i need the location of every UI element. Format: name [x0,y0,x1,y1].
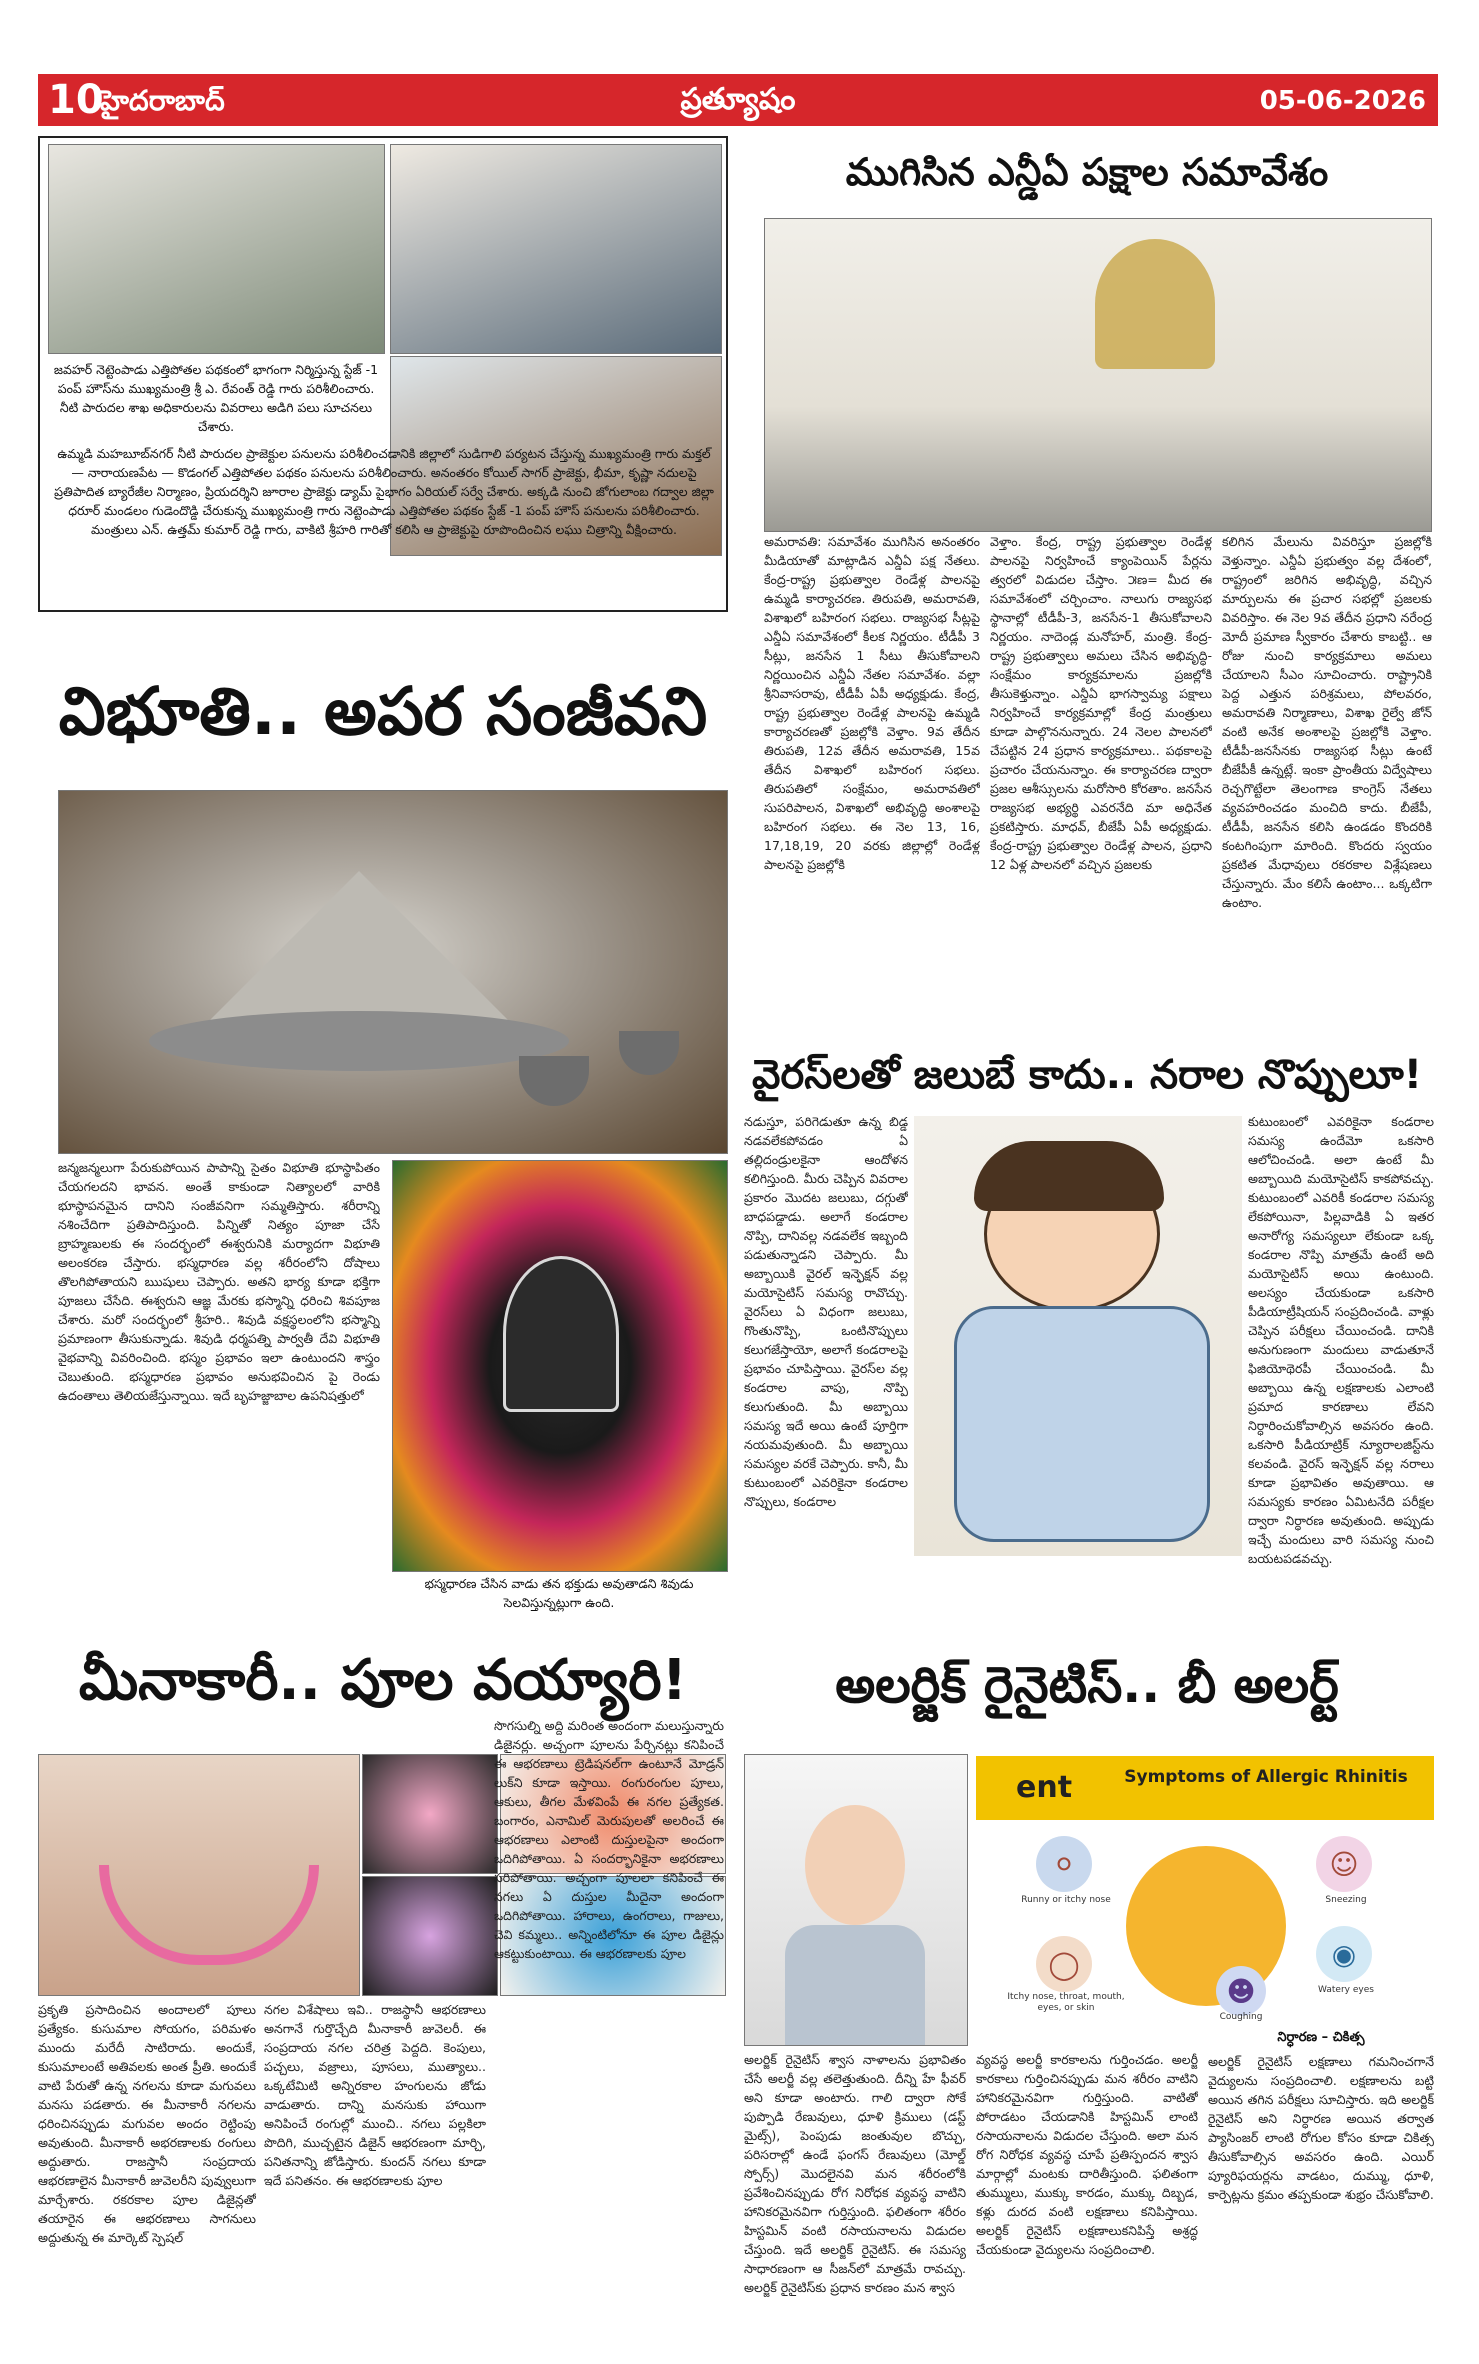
ash-mound-icon [209,871,509,1021]
page-number: 10 [48,77,104,123]
nda-column-1: అమరావతి: సమావేశం ముగిసిన అనంతరం మీడియాతో మాట్లాడిన ఎన్డీఏ పక్ష నేతలు. కేంద్ర-రాష్ట్ర ప్రభుత్వాల రెండేళ్ల పాలనపై ఉమ్మడి కార్యాచరణ. తిరుపతి, అమరావతి, విశాఖలో బహిరంగ సభలు. రాజ్యసభ సీట్లపై ఎన్డీఏ సమావేశంలో కీలక నిర్ణయం. టీడీపీ 3 సీట్లు, జనసేన 1 సీటు తీసుకోవాలని నిర్ణయించిన ఎన్డీఏ నేతల సమావేశం. వల్లా శ్రీనివాసరావు, టీడీపీ ఏపీ అధ్యక్షుడు. కేంద్ర, రాష్ట్ర ప్రభుత్వాల రెండేళ్ల పాలనపై ఉమ్మడి కార్యాచరణతో ప్రజల్లోకి వెళ్తాం. 9వ తేదీన తిరుపతి, 12వ తేదీన అమరావతి, 15వ తేదీన విశాఖలో బహిరంగ సభలు. తిరుపతిలో సంక్షేమం, అమరావతిలో సుపరిపాలన, విశాఖలో అభివృద్ధి అంశాలపై బహిరంగ సభలు. ఈ నెల 13, 16, 17,18,19, 20 వరకు జిల్లాల్లో రెండేళ్ల పాలనపై ప్రజల్లోకి [764,534,980,872]
virus-column-2: కుటుంబంలో ఎవరికైనా కండరాల సమస్య ఉందేమో ఒకసారి ఆలోచించండి. అలా ఉంటే మీ అబ్బాయిది మయోసైటిస్ కాకపోవచ్చు. కుటుంబంలో ఎవరికీ కండరాల సమస్య లేకపోయినా, పిల్లవాడికి ఏ ఇతర అనారోగ్య సమస్యలూ లేకుండా ఒక్క కండరాల నొప్పి మాత్రమే ఉంటే అది మయోసైటిస్ అయి ఉంటుంది. అలస్యం చేయకుండా ఒకసారి పీడియాట్రీషియన్ సంప్రదించండి. వాళ్లు చెప్పిన పరీక్షలు చేయించండి. దానికి అనుగుణంగా మందులు వాడుతూనే ఫిజియోథెరపీ చేయించండి. మీ అబ్బాయి ఉన్న లక్షణాలకు ఎలాంటి ప్రమాద కారణాలు లేవని నిర్ధారించుకోవాల్సిన అవసరం ఉంది. ఒకసారి పీడియాట్రిక్ న్యూరాలజిస్ట్‌ను కలవండి. వైరస్ ఇన్ఫెక్షన్ వల్ల నరాలు కూడా ప్రభావితం అవుతాయి. ఆ సమస్యకు కారణం ఏమిటనేది పరీక్షల ద్వారా నిర్ధారణ అవుతుంది. అప్పుడు ఇచ్చే మందులు వారి సమస్య నుంచి బయటపడవచ్చు. [1248,1114,1434,1566]
photo-cm-inspection-2 [390,144,722,354]
illustration-sick-child [914,1116,1242,1556]
linga-icon [503,1256,619,1412]
nda-column-3: కలిగిన మేలును వివరిస్తూ ప్రజల్లోకి వెళ్తున్నాం. ఎన్డీఏ ప్రభుత్వం వల్ల దేశంలో, రాష్ట్రంలో జరిగిన అభివృద్ధి, వచ్చిన మార్పులను ఈ ప్రచార సభల్లో ప్రజలకు వివరిస్తాం. ఈ నెల 9వ తేదీన ప్రధాని నరేంద్ర మోదీ ప్రమాణ స్వీకారం చేశారు కాబట్టి.. ఆ రోజు నుంచి కార్యక్రమాలు అమలు చేయాలని సీఎం సూచించారు. రాష్ట్రానికి పెద్ద ఎత్తున పరిశ్రమలు, పోలవరం, అమరావతి నిర్మాణాలు, విశాఖ రైల్వే జోన్ వంటి అనేక అంశాలపై ప్రజల్లోకి వెళ్తాం. టీడీపీ-జనసేనకు రాజ్యసభ సీట్లు ఉంటే బీజేపీకీ ఉన్నట్లే. ఇంకా ప్రాంతీయ విద్వేషాలు రెచ్చగొట్టేలా తెలంగాణ కాంగ్రెస్ నేతలు వ్యవహరించడం మంచిది కాదు. బీజేపీ, టీడీపీ, జనసేన కలిసి ఉండడం కొందరికి కంటగింపుగా మారింది. కొందరు స్వయం ప్రకటిత మేధావులు రకరకాల విశ్లేషణలు చేస్తున్నారు. మేం కలిసే ఉంటాం... ఒక్కటిగా ఉంటాం. [1222,534,1432,910]
nda-column-2: వెళ్తాం. కేంద్ర, రాష్ట్ర ప్రభుత్వాల రెండేళ్ల పాలనపై నిర్వహించే క్యాంపెయిన్ పేర్లను త్వరలో విడుదల చేస్తాం. ౫ణ= మీద ఈ సమావేశంలో చర్చించాం. నాలుగు రాజ్యసభ స్థానాల్లో టీడీపీ-3, జనసేన-1 తీసుకోవాలని నిర్ణయం. నాదెండ్ల మనోహర్, మంత్రి. కేంద్ర-రాష్ట్ర ప్రభుత్వాలు అమలు చేసిన అభివృద్ధి-సంక్షేమం కార్యక్రమాలను ప్రజల్లోకి తీసుకెళ్తున్నాం. ఎన్డీఏ భాగస్వామ్య పక్షాలు నిర్వహించే కార్యక్రమాల్లో కేంద్ర మంత్రులు కూడా పాల్గొననున్నారు. 24 నెలల పాలనలో చేపట్టిన 24 ప్రధాన కార్యక్రమాలు.. పథకాలపై ప్రచారం చేయనున్నాం. ఈ కార్యాచరణ ద్వారా ప్రజల ఆశీస్సులను మరోసారి కోరతాం. జనసేన రాజ్యసభ అభ్యర్థి ఎవరనేది మా అధినేత ప్రకటిస్తారు. మాధవ్, బీజేపీ ఏపీ అధ్యక్షుడు. కేంద్ర-రాష్ట్ర ప్రభుత్వాల రెండేళ్ల పాలన, ప్రధాని 12 ఏళ్ల పాలనలో వచ్చిన ప్రజలకు [990,534,1212,872]
graphic-title: Symptoms of Allergic Rhinitis [1124,1767,1408,1787]
photo-shivalinga [392,1160,728,1572]
sneeze-icon: ☺ [1316,1836,1372,1892]
nda-headline: ముగిసిన ఎన్డీఏ పక్షాల సమావేశం [845,150,1329,194]
meenakari-column-3: సొగసుల్ని అద్ది మరింత అందంగా మలుస్తున్నారు డిజైనర్లు. అచ్చంగా పూలను పేర్చినట్లు కనిపించే ఈ ఆభరణాలు ట్రెడిషనల్‌గా ఉంటూనే మోడ్రన్ లుక్‌ని కూడా ఇస్తాయి. రంగురంగుల పూలు, ఆకులు, తీగల మేళవింపే ఈ నగల ప్రత్యేకత. బంగారం, ఎనామిల్ మెరుపులతో అలరించే ఈ ఆభరణాలు ఎలాంటి దుస్తులపైనా అందంగా ఒదిగిపోతాయి. ఏ సందర్భానికైనా అభరణాలు సరిపోతాయి. అచ్చంగా పూలలా కనిపించే ఈ నగలు ఏ దుస్తుల మీదైనా అందంగా ఒదిగిపోతాయి. హారాలు, ఉంగరాలు, గాజులు, చెవి కమ్మలు.. అన్నింటిలోనూ ఈ పూల డిజైన్లు ఆకట్టుకుంటాయి. ఈ ఆభరణాలకు పూల [494,1718,724,1961]
project-story-body: ఉమ్మడి మహబూబ్‌నగర్ నీటి పారుదల ప్రాజెక్టుల పనులను పరిశీలించడానికి జిల్లాలో సుడిగాలి పర్యటన చేస్తున్న ముఖ్యమంత్రి గారు మక్తల్ — నారాయణపేట — కొడంగల్ ఎత్తిపోతల పథకం పనులను పరిశీలించారు. అనంతరం కోయిల్ సాగర్ ప్రాజెక్టు, భీమా, కృష్ణా నదులపై ప్రతిపాదిత బ్యారేజీల నిర్మాణం, ప్రియదర్శిని జూరాల ప్రాజెక్టు డ్యామ్ పైభాగం ఏరియల్ సర్వే చేశారు. అక్కడి నుంచి జోగులాంబ గద్వాల జిల్లా ధరూర్ మండలం గుడెందొడ్డి చేరుకున్న ముఖ్యమంత్రి గారు నెట్టెంపాడు ఎత్తిపోతల పథకం స్టేజ్ -1 పంప్ హౌస్ పనులను పరిశీలించారు. మంత్రులు ఎన్. ఉత్తమ్ కుమార్ రెడ్డి గారు, వాకిటి శ్రీహరి గారితో కలిసి ఆ ప్రాజెక్టుపై రూపొందించిన లఘు చిత్రాన్ని వీక్షించారు. [54,446,714,537]
ent-logo: ent [1016,1770,1073,1805]
project-photo-story [38,136,728,612]
cough-icon: ☻ [1216,1966,1266,2016]
lamp-icon [619,1031,679,1075]
symptom-label-sneezing: Sneezing [1325,1895,1367,1905]
issue-date: 05-06-2026 [1259,86,1426,116]
photo-caption: జవహర్ నెట్టెంపాడు ఎత్తిపోతల పథకంలో భాగంగా నిర్మిస్తున్న స్టేజ్ -1 పంప్ హౌస్‌ను ముఖ్యమంత్రి శ్రీ ఎ. రేవంత్ రెడ్డి గారు పరిశీలించారు. నీటి పారుదల శాఖ అధికారులను వివరాలు అడిగి పలు సూచనలు చేశారు. [53,362,379,434]
photo-jewel-set [362,1754,498,1874]
tree-sculpture-icon [1095,239,1215,369]
woman-sweater-icon [785,1925,925,2045]
photo-cm-inspection-1 [48,144,385,354]
meenakari-headline: మీనాకారీ.. పూల వయ్యారి! [78,1648,688,1713]
virus-column-1: నడుస్తూ, పరిగెడుతూ ఉన్న బిడ్డ నడవలేకపోవడం ఏ తల్లిదండ్రులకైనా ఆందోళన కలిగిస్తుంది. మీరు చెప్పిన వివరాల ప్రకారం మొదట జలుబు, దగ్గుతో బాధపడ్డాడు. అలాగే కండరాల నొప్పి, దానివల్ల నడవలేక ఇబ్బంది పడుతున్నాడని చెప్పారు. మీ అబ్బాయికి వైరల్ ఇన్ఫెక్షన్ వల్ల మయోసైటిస్ సమస్య రావొచ్చు. వైరస్‌లు ఏ విధంగా జలుబు, గొంతునొప్పి, ఒంటినొప్పులు కలుగజేస్తాయో, అలాగే కండరాలపై ప్రభావం చూపిస్తాయి. వైరస్‌ల వల్ల కండరాల వాపు, నొప్పి కలుగుతుంది. మీ అబ్బాయి సమస్య ఇదే అయి ఉంటే పూర్తిగా నయమవుతుంది. మీ అబ్బాయి సమస్యల వరకే చెప్పారు. కానీ, మీ కుటుంబంలో ఎవరికైనా కండరాల నొప్పులు, కండరాల [744,1114,908,1509]
edition-city: హైదరాబాద్ [100,84,225,117]
masthead: ప్రత్యూషం [680,82,796,117]
vibhuti-headline: విభూతి.. అపర సంజీవని [58,673,708,750]
photo-nda-meeting [764,218,1432,532]
symptom-label-watery-eyes: Watery eyes [1318,1985,1374,1995]
vibhuti-column-1: జన్మజన్మలుగా పేరుకుపోయిన పాపాన్ని సైతం విభూతి భూస్థాపితం చేయగలదని భావన. అంతే కాకుండా నిత్యాలలో వారికి భూస్థాపనమైన దానిని సంజీవనిగా సమ్మతిస్తారు. శరీరాన్ని నశించేదిగా ప్రతిపాదిస్తుంది. పిన్నితో నిత్యం పూజా చేసే బ్రాహ్మణులకు ఈ సందర్భంలో ఈశ్వరునికి మర్యాదగా విభూతి అలంకరణ చేస్తారు. భస్మధారణ వల్ల శరీరంలోని దోషాలు తొలగిపోతాయని ఋషులు చెప్పారు. అతని భార్య కూడా భక్తిగా పూజలు చేసేది. ఈశ్వరుని ఆజ్ఞ మేరకు భస్మాన్ని ధరించి శివపూజ చేశారు. మరో సందర్భంలో శ్రీహరి.. శివుడి వక్షస్థలంలోని భస్మాన్ని ప్రమాణంగా తీసుకున్నాడు. శివుడి ధర్మపత్ని పార్వతీ దేవి విభూతి వైభవాన్ని వివరించింది. భస్మం ప్రభావం ఇలా ఉంటుందని శాస్త్రం చెబుతుంది. భస్మధారణ ప్రభావం అనుభవించిన పై రెండు ఉదంతాలు తెలియజేస్తున్నాయి. ఇదే బృహజ్జాబాల ఉపనిషత్తులో [58,1160,380,1403]
photo-vibhuti-bowl [58,790,728,1154]
eye-icon: ◉ [1316,1926,1372,1982]
lamp-icon [519,1056,589,1106]
meenakari-column-2: నగల విశేషాలు ఇవి.. రాజస్థానీ ఆభరణాలు అనగానే గుర్తొచ్చేది మీనాకారీ జువెలరీ. ఈ సంప్రదాయ నగల చరిత్ర పెద్దది. కెంపులు, పచ్చలు, వజ్రాలు, పూసలు, ముత్యాలు.. ఒక్కటేమిటి అన్నిరకాల హంగులను జోడు వాడుతారు. దాన్ని మనసుకు హాయిగా అనిపించే రంగుల్లో ముంచి.. నగలు పల్లకిలా పొదిగి, ముచ్చటైన డిజైన్ ఆభరణంగా మార్చి, పనితనాన్ని జోడిస్తారు. కుందన్ నగలు కూడా ఇదే పనితనం. ఈ ఆభరణాలకు పూల [264,2002,486,2188]
allergy-symptoms-graphic [976,1756,1434,2026]
throat-icon: ◯ [1036,1936,1092,1992]
allergy-column-3: అలర్జిక్ రైనైటిస్ లక్షణాలు గమనించగానే వైద్యులను సంప్రదించాలి. లక్షణాలను బట్టి అయిన తగిన పరీక్షలు సూచిస్తారు. ఇది అలర్జిక్ రైనైటిస్ అని నిర్ధారణ అయిన తర్వాత ప్యాసింజర్ లాంటి రోగుల కోసం కూడా చికిత్స తీసుకోవాల్సిన అవసరం ఉంది. ఎయిర్ ప్యూరిఫయర్లను వాడటం, దుమ్ము, ధూళి, కార్పెట్లను క్రమం తప్పకుండా శుభ్రం చేసుకోవాలి. [1208,2054,1434,2202]
silver-bowl-icon [149,1011,569,1071]
graphic-banner [976,1756,1434,1820]
symptom-label-runny-nose: Runny or itchy nose [1021,1895,1111,1905]
nose-icon: ⚪ [1036,1836,1092,1892]
meenakari-column-1: ప్రకృతి ప్రసాదించిన అందాలలో పూలు ప్రత్యేకం. కుసుమాల సోయగం, పరిమళం ముందు మరేదీ సాటిరాదు. అందుకే, కుసుమాలంటే అతివలకు అంత ప్రీతి. అందుకే వాటి పేరుతో ఉన్న నగలను కూడా మగువలు మనసు పడతారు. ఈ మీనాకారీ నగలను ధరించినప్పుడు మగువల అందం రెట్టింపు అవుతుంది. మీనాకారీ అభరణాలకు రంగులు అద్దుతారు. రాజస్తానీ సంప్రదాయ ఆభరణాలైన మీనాకారీ జువెలరీని పువ్వులుగా మార్చేశారు. రకరకాల పూల డిజైన్లతో తయారైన ఈ ఆభరణాలు సాగనులు అద్దుతున్న ఈ మార్కెట్ స్పెషల్ [38,2002,256,2245]
page-header [38,74,1438,126]
woman-face-icon [805,1805,905,1925]
vibhuti-photo-caption: భస్మధారణ చేసిన వాడు తన భక్తుడు అవుతాడని శివుడు సెలవిస్తున్నట్లుగా ఉంది. [424,1576,694,1610]
symptom-label-itchy: Itchy nose, throat, mouth, eyes, or skin [1007,1992,1125,2013]
photo-necklace-model [38,1754,360,1996]
photo-jewel-earrings [362,1876,498,1996]
allergy-column-2: వ్యవస్థ అలర్జీ కారకాలను గుర్తించడం. అలర్జీ కారకాలు గుర్తించినప్పుడు మన శరీరం వాటిని హానికరమైనవిగా గుర్తిస్తుంది. వాటితో పోరాడటం చేయడానికి హిస్టమిన్ లాంటి రసాయనాలను విడుదల చేస్తుంది. అలా మన రోగ నిరోధక వ్యవస్థ చూపే ప్రతిస్పందన శ్వాస మార్గాల్లో మంటకు దారితీస్తుంది. ఫలితంగా తుమ్ములు, ముక్కు కారడం, ముక్కు దిబ్బడ, కళ్లు దురద వంటి లక్షణాలు కనిపిస్తాయి. అలర్జిక్ రైనైటిస్ లక్షణాలుకనిపిస్తే అశ్రద్ధ చేయకుండా వైద్యులను సంప్రదించాలి. [976,2052,1198,2257]
floral-necklace-icon [99,1865,319,1965]
symptom-label-coughing: Coughing [1219,2012,1263,2022]
child-hair-icon [974,1141,1164,1211]
allergy-headline: అలర్జిక్ రైనైటిస్.. బీ అలర్ట్ [835,1656,1339,1714]
allergy-column-1: అలర్జిక్ రైనైటిస్ శ్వాస నాళాలను ప్రభావితం చేసే అలర్జీ వల్ల తలెత్తుతుంది. దీన్ని హే ఫీవర్ అని కూడా అంటారు. గాలి ద్వారా సోకే పుప్పొడి రేణువులు, ధూళి క్రిములు (డస్ట్ మైట్స్), పెంపుడు జంతువుల బొచ్చు, పరిసరాల్లో ఉండే ఫంగస్ రేణువులు (మోల్డ్ స్పోర్స్) మొదలైనవి మన శరీరంలోకి ప్రవేశించినప్పుడు రోగ నిరోధక వ్యవస్థ వాటిని హానికరమైనవిగా గుర్తిస్తుంది. ఫలితంగా శరీరం హిస్టమిన్ వంటి రసాయనాలను విడుదల చేస్తుంది. ఇదే అలర్జిక్ రైనైటిస్. ఈ సమస్య సాధారణంగా ఆ సీజన్‌లో మాత్రమే రావచ్చు. అలర్జిక్ రైనైటిస్‌కు ప్రధాన కారణం మన శ్వాస [744,2052,966,2295]
allergy-subheading: నిర్ధారణ – చికిత్స [1277,2030,1365,2045]
virus-headline: వైరస్‌లతో జలుబే కాదు.. నరాల నొప్పులూ! [752,1052,1422,1098]
child-pajamas-icon [954,1306,1210,1542]
photo-sneezing-woman [744,1754,968,2046]
